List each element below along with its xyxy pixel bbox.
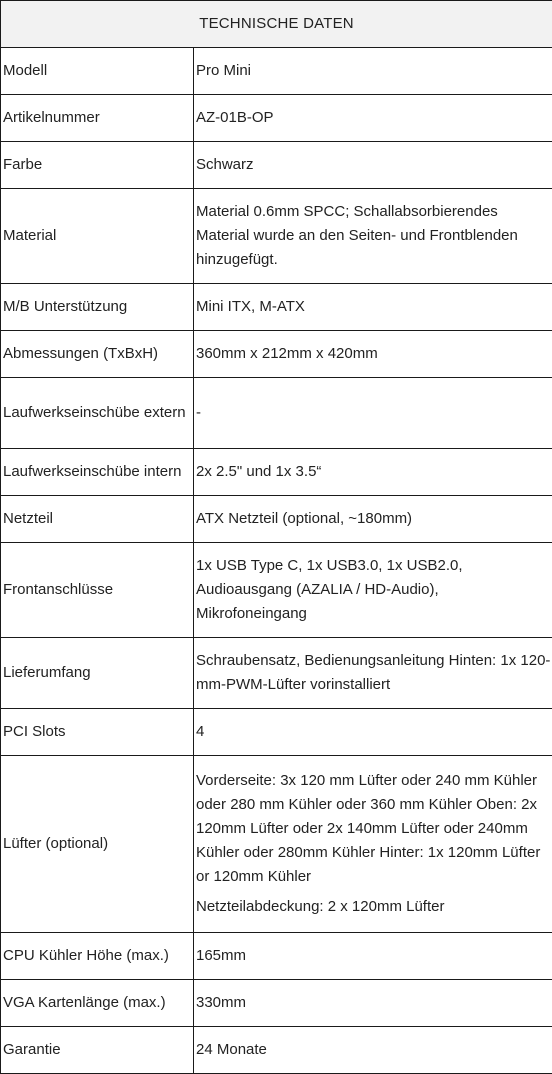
- table-row: [1, 756, 552, 933]
- table-row: [1, 543, 552, 638]
- table-row: [1, 189, 552, 284]
- spec-value-bays-extern: -: [194, 378, 552, 449]
- spec-value-material: Material 0.6mm SPCC; Schallabsorbierendes Material wurde an den Seiten- und Frontblenden hinzugefügt.: [194, 189, 552, 284]
- table-row: [1, 95, 552, 142]
- spec-label-bays-intern: Laufwerkseinschübe intern: [1, 449, 194, 496]
- spec-label-garantie: Garantie: [1, 1027, 194, 1074]
- spec-value-frontanschluesse: 1x USB Type C, 1x USB3.0, 1x USB2.0, Audioausgang (AZALIA / HD-Audio), Mikrofoneingang: [194, 543, 552, 638]
- table-row: [1, 709, 552, 756]
- spec-label-mb-support: M/B Unterstützung: [1, 284, 194, 331]
- spec-value-artikelnummer: AZ-01B-OP: [194, 95, 552, 142]
- spec-label-pci-slots: PCI Slots: [1, 709, 194, 756]
- spec-value-farbe: Schwarz: [194, 142, 552, 189]
- spec-label-vga: VGA Kartenlänge (max.): [1, 980, 194, 1027]
- table-row: [1, 331, 552, 378]
- spec-label-frontanschluesse: Frontanschlüsse: [1, 543, 194, 638]
- spec-label-farbe: Farbe: [1, 142, 194, 189]
- spec-value-luefter-psu: Netzteilabdeckung: 2 x 120mm Lüfter: [196, 898, 445, 915]
- table-row: [1, 980, 552, 1027]
- table-row: [1, 638, 552, 709]
- table-row: [1, 1027, 552, 1074]
- spec-label-abmessungen: Abmessungen (TxBxH): [1, 331, 194, 378]
- spec-value-modell: Pro Mini: [194, 48, 552, 95]
- spec-value-luefter: [194, 756, 552, 933]
- table-row: [1, 933, 552, 980]
- spec-value-bays-intern: 2x 2.5" und 1x 3.5“: [194, 449, 552, 496]
- table-row: [1, 378, 552, 449]
- table-header-row: [1, 1, 552, 48]
- spec-label-lieferumfang: Lieferumfang: [1, 638, 194, 709]
- spec-value-mb-support: Mini ITX, M-ATX: [194, 284, 552, 331]
- spec-label-material: Material: [1, 189, 194, 284]
- table-row: [1, 449, 552, 496]
- spec-label-netzteil: Netzteil: [1, 496, 194, 543]
- table-row: [1, 142, 552, 189]
- spec-value-cpu-kuehler: 165mm: [194, 933, 552, 980]
- spec-value-pci-slots: 4: [194, 709, 552, 756]
- spec-label-bays-extern: Laufwerkseinschübe extern: [1, 378, 194, 449]
- spec-label-artikelnummer: Artikelnummer: [1, 95, 194, 142]
- spec-label-modell: Modell: [1, 48, 194, 95]
- spec-value-garantie: 24 Monate: [194, 1027, 552, 1074]
- table-row: [1, 48, 552, 95]
- spec-value-netzteil: ATX Netzteil (optional, ~180mm): [194, 496, 552, 543]
- spec-value-lieferumfang: Schraubensatz, Bedienungsanleitung Hinten: 1x 120-mm-PWM-Lüfter vorinstalliert: [194, 638, 552, 709]
- spec-value-luefter-main: Vorderseite: 3x 120 mm Lüfter oder 240 mm Kühler oder 280 mm Kühler oder 360 mm Kühler Oben: 2x 120mm Lüfter oder 2x 140mm Lüfter oder 240mm Kühler oder 280mm Kühler Hinter: 1x 120mm Lüfter or 120mm Kühler: [196, 772, 541, 885]
- spec-label-luefter: Lüfter (optional): [1, 756, 194, 933]
- spec-value-vga: 330mm: [194, 980, 552, 1027]
- table-heading: TECHNISCHE DATEN: [1, 1, 552, 48]
- table-row: [1, 284, 552, 331]
- spec-label-cpu-kuehler: CPU Kühler Höhe (max.): [1, 933, 194, 980]
- spec-value-abmessungen: 360mm x 212mm x 420mm: [194, 331, 552, 378]
- table-row: [1, 496, 552, 543]
